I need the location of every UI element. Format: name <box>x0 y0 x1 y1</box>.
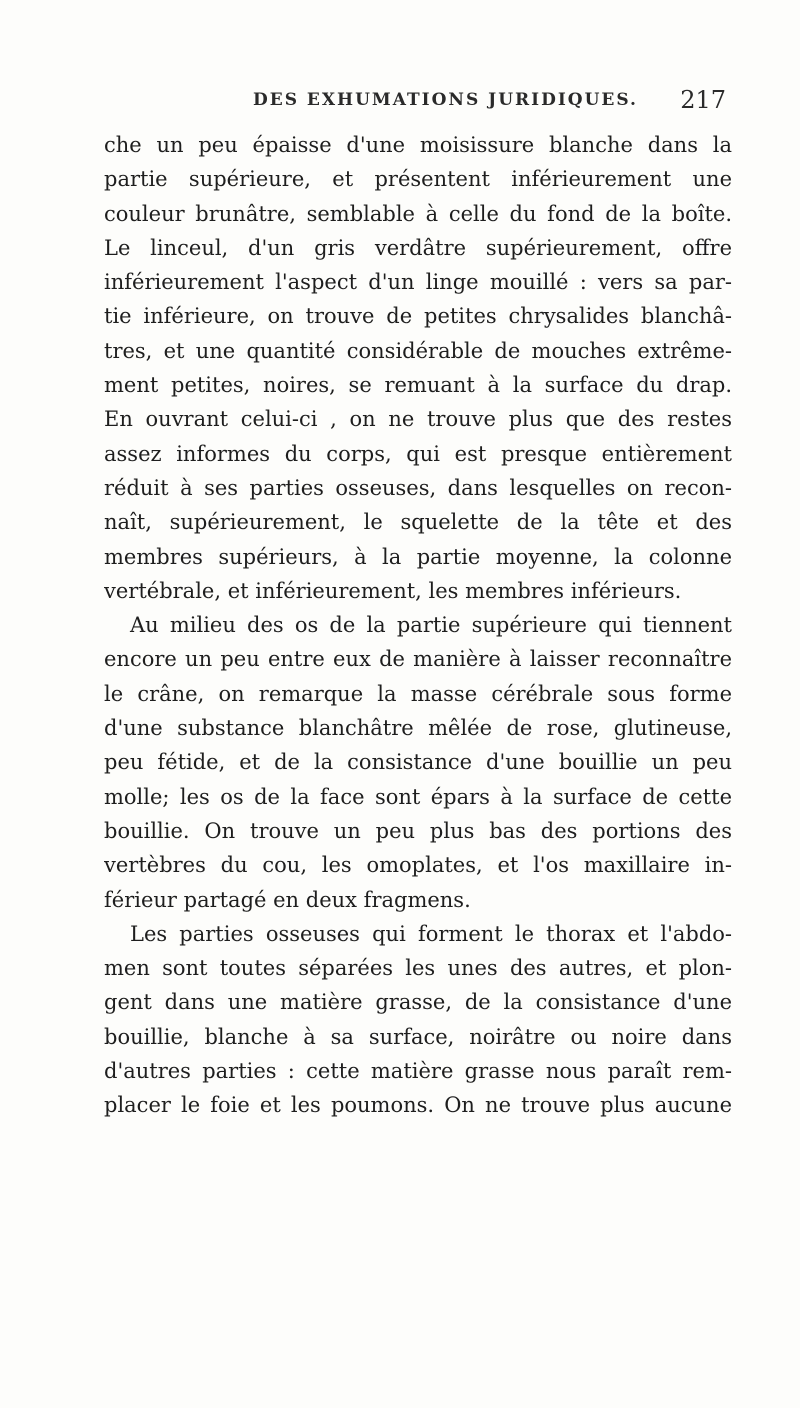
running-head <box>108 86 728 118</box>
text-line: membres supérieurs, à la partie moyenne, la colonne <box>104 544 732 569</box>
text-line: réduit à ses parties osseuses, dans lesquelles on recon- <box>104 475 732 500</box>
text-line: peu fétide, et de la consistance d'une bouillie un peu <box>104 750 732 775</box>
text-line: vertébrale, et inférieurement, les membres inférieurs. <box>104 578 682 603</box>
text-line: d'autres parties : cette matière grasse nous paraît rem- <box>104 1059 732 1084</box>
text-line: férieur partagé en deux fragmens. <box>104 887 471 912</box>
text-line: bouillie. On trouve un peu plus bas des portions des <box>104 818 732 843</box>
page-number: 217 <box>680 86 726 114</box>
text-line: Le linceul, d'un gris verdâtre supérieurement, offre <box>104 235 732 260</box>
text-line: inférieurement l'aspect d'un linge mouillé : vers sa par- <box>104 270 732 295</box>
text-line: molle; les os de la face sont épars à la surface de cette <box>104 784 732 809</box>
text-line: vertèbres du cou, les omoplates, et l'os maxillaire in- <box>104 853 732 878</box>
text-line: En ouvrant celui-ci , on ne trouve plus que des restes <box>104 407 732 432</box>
text-line: d'une substance blanchâtre mêlée de rose, glutineuse, <box>104 716 732 741</box>
text-line: assez informes du corps, qui est presque entièrement <box>104 441 732 466</box>
running-title: DES EXHUMATIONS JURIDIQUES. <box>253 90 638 110</box>
text-line: tres, et une quantité considérable de mouches extrême- <box>104 338 732 363</box>
text-line: le crâne, on remarque la masse cérébrale sous forme <box>104 681 732 706</box>
text-line: encore un peu entre eux de manière à laisser reconnaître <box>104 647 732 672</box>
text-line: naît, supérieurement, le squelette de la tête et des <box>104 510 732 535</box>
text-line: bouillie, blanche à sa surface, noirâtre ou noire dans <box>104 1024 732 1049</box>
text-line: Au milieu des os de la partie supérieure qui tiennent <box>130 613 732 638</box>
text-line: che un peu épaisse d'une moisissure blanche dans la <box>104 133 732 157</box>
body-text <box>104 128 732 1123</box>
text-line: tie inférieure, on trouve de petites chrysalides blanchâ- <box>104 304 732 329</box>
text-line: gent dans une matière grasse, de la consistance d'une <box>104 990 732 1015</box>
text-line: ment petites, noires, se remuant à la surface du drap. <box>104 373 732 398</box>
text-line: couleur brunâtre, semblable à celle du fond de la boîte. <box>104 201 732 226</box>
text-line: placer le foie et les poumons. On ne trouve plus aucune <box>104 1093 732 1118</box>
text-line: men sont toutes séparées les unes des autres, et plon- <box>104 956 732 981</box>
text-line: Les parties osseuses qui forment le thorax et l'abdo- <box>130 921 732 946</box>
text-line: partie supérieure, et présentent inférieurement une <box>104 167 732 192</box>
